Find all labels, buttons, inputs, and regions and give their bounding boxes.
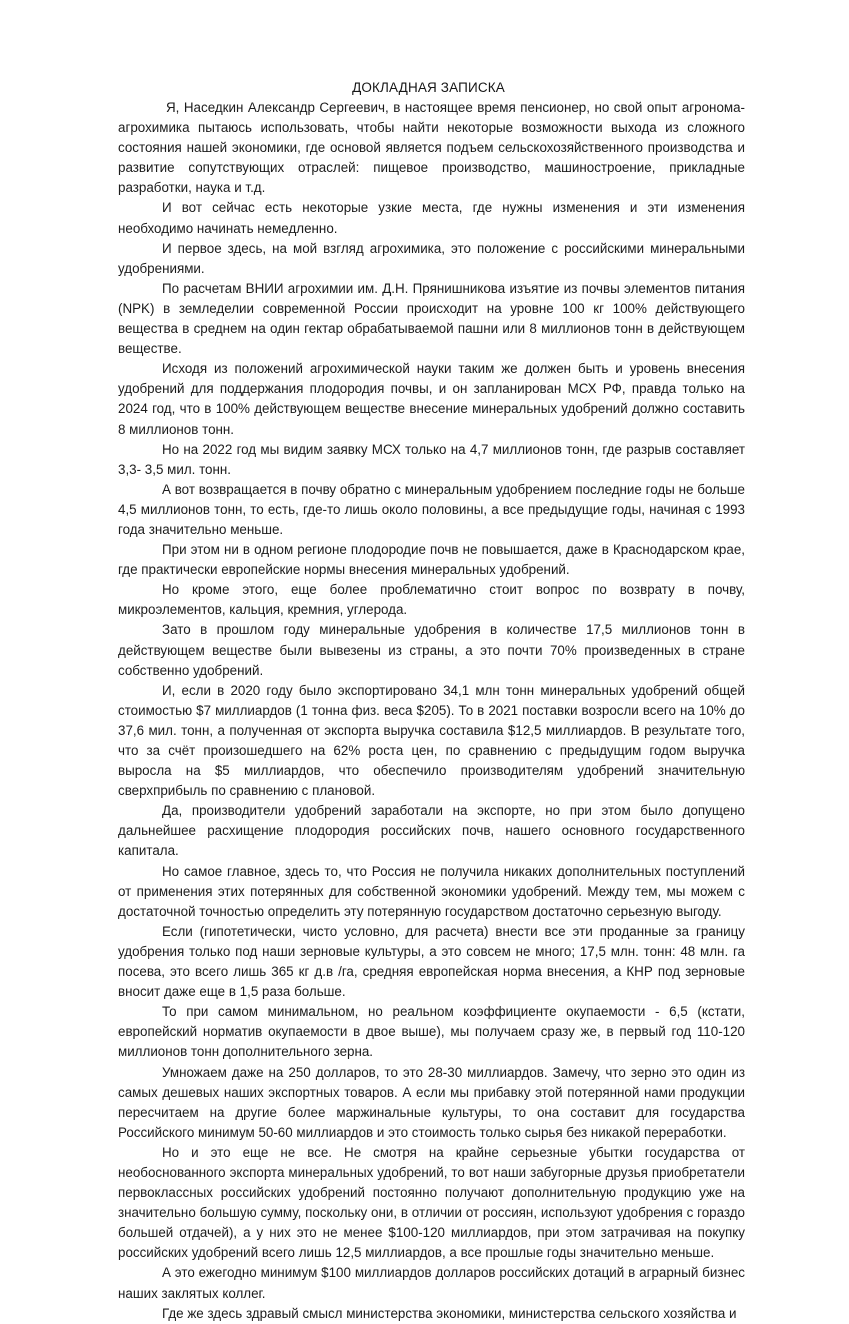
paragraph: Где же здесь здравый смысл министерства экономики, министерства сельского хозяйства и [162, 1305, 737, 1321]
paragraph: И вот сейчас есть некоторые узкие места, где нужны изменения и эти изменения необходимо начинать немедленно. [118, 200, 745, 236]
paragraph: При этом ни в одном регионе плодородие почв не повышается, даже в Краснодарском крае, где практически европейские нормы внесения минеральных удобрений. [118, 542, 745, 578]
paragraph: По расчетам ВНИИ агрохимии им. Д.Н. Прянишникова изъятие из почвы элементов питания (NPK) в земледелии современной России происходит на уровне 100 кг 100% действующего вещества в среднем на один гектар обрабатываемой пашни или 8 миллионов тонн в действующем веществе. [118, 280, 745, 357]
paragraph: И первое здесь, на мой взгляд агрохимика, это положение с российскими минеральными удобрениями. [118, 240, 745, 276]
paragraph: То при самом минимальном, но реальном коэффициенте окупаемости - 6,5 (кстати, европейский норматив окупаемости в двое выше), мы получаем сразу же, в первый год 110-120 миллионов тонн дополнительного зерна. [118, 1004, 745, 1060]
document-body [118, 98, 745, 1324]
paragraph: А это ежегодно минимум $100 миллиардов долларов российских дотаций в аграрный бизнес наших заклятых коллег. [118, 1265, 745, 1301]
paragraph: Да, производители удобрений заработали на экспорте, но при этом было допущено дальнейшее расхищение плодородия российских почв, нашего основного государственного капитала. [118, 803, 745, 859]
paragraph: Я, Наседкин Александр Сергеевич, в настоящее время пенсионер, но свой опыт агронома-агрохимика пытаюсь использовать, чтобы найти некоторые возможности выхода из сложного состояния нашей экономики, где основой является подъем сельскохозяйственного производства и развитие сопутствующих отраслей: пищевое производство, машиностроение, прикладные разработки, наука и т.д. [118, 100, 745, 196]
paragraph: А вот возвращается в почву обратно с минеральным удобрением последние годы не больше 4,5 миллионов тонн, то есть, где-то лишь около половины, а все предыдущие годы, начиная с 1993 года значительно меньше. [118, 481, 745, 537]
paragraph: Если (гипотетически, чисто условно, для расчета) внести все эти проданные за границу удобрения только под наши зерновые культуры, а это совсем не много; 17,5 млн. тонн: 48 млн. га посева, это всего лишь 365 кг д.в /га, средняя европейская норма внесения, а КНР под зерновые вносит даже еще в 1,5 раза больше. [118, 923, 745, 1000]
page-title: ДОКЛАДНАЯ ЗАПИСКА [352, 80, 505, 95]
paragraph: Умножаем даже на 250 долларов, то это 28-30 миллиардов. Замечу, что зерно это один из самых дешевых наших экспортных товаров. А если мы прибавку этой потерянной нами продукции пересчитаем на другие более маржинальные культуры, то она составит для государства Российского минимум 50-60 миллиардов и это стоимость только сырья без никакой переработки. [118, 1064, 745, 1140]
paragraph: Но кроме этого, еще более проблематично стоит вопрос по возврату в почву, микроэлементов, кальция, кремния, углерода. [118, 582, 745, 618]
paragraph: Исходя из положений агрохимической науки таким же должен быть и уровень внесения удобрений для поддержания плодородия почвы, и он запланирован МСХ РФ, правда только на 2024 год, что в 100% действующем веществе внесение минеральных удобрений должно составить 8 миллионов тонн. [118, 361, 745, 437]
paragraph: Но и это еще не все. Не смотря на крайне серьезные убытки государства от необоснованного экспорта минеральных удобрений, то вот наши забугорные друзья приобретатели первоклассных российских удобрений постоянно получают дополнительную продукцию уже на значительно большую сумму, поскольку они, в отличии от россиян, используют удобрения с гораздо большей отдачей), а у них это не менее $100-120 миллиардов, при этом затрачивая на покупку российских удобрений всего лишь 12,5 миллиардов, а все прошлые годы значительно меньше. [118, 1144, 745, 1261]
paragraph: Зато в прошлом году минеральные удобрения в количестве 17,5 миллионов тонн в действующем веществе были вывезены из страны, а это почти 70% произведенных в стране собственно удобрений. [118, 622, 745, 678]
paragraph: Но на 2022 год мы видим заявку МСХ только на 4,7 миллионов тонн, где разрыв составляет 3,3- 3,5 мил. тонн. [118, 441, 745, 477]
paragraph: Но самое главное, здесь то, что Россия не получила никаких дополнительных поступлений от применения этих потерянных для собственной экономики удобрений. Между тем, мы можем с достаточной точностью определить эту потерянную государством достаточно серьезную выгоду. [118, 863, 745, 919]
paragraph: И, если в 2020 году было экспортировано 34,1 млн тонн минеральных удобрений общей стоимостью $7 миллиардов (1 тонна физ. веса $205). То в 2021 поставки возросли всего на 10% до 37,6 мил. тонн, а полученная от экспорта выручка составила $12,5 миллиардов. В результате того, что за счёт произошедшего на 62% роста цен, по сравнению с предыдущим годом выручка выросла на $5 миллиардов, что обеспечило производителям удобрений значительную сверхприбыль по сравнению с плановой. [118, 682, 745, 799]
